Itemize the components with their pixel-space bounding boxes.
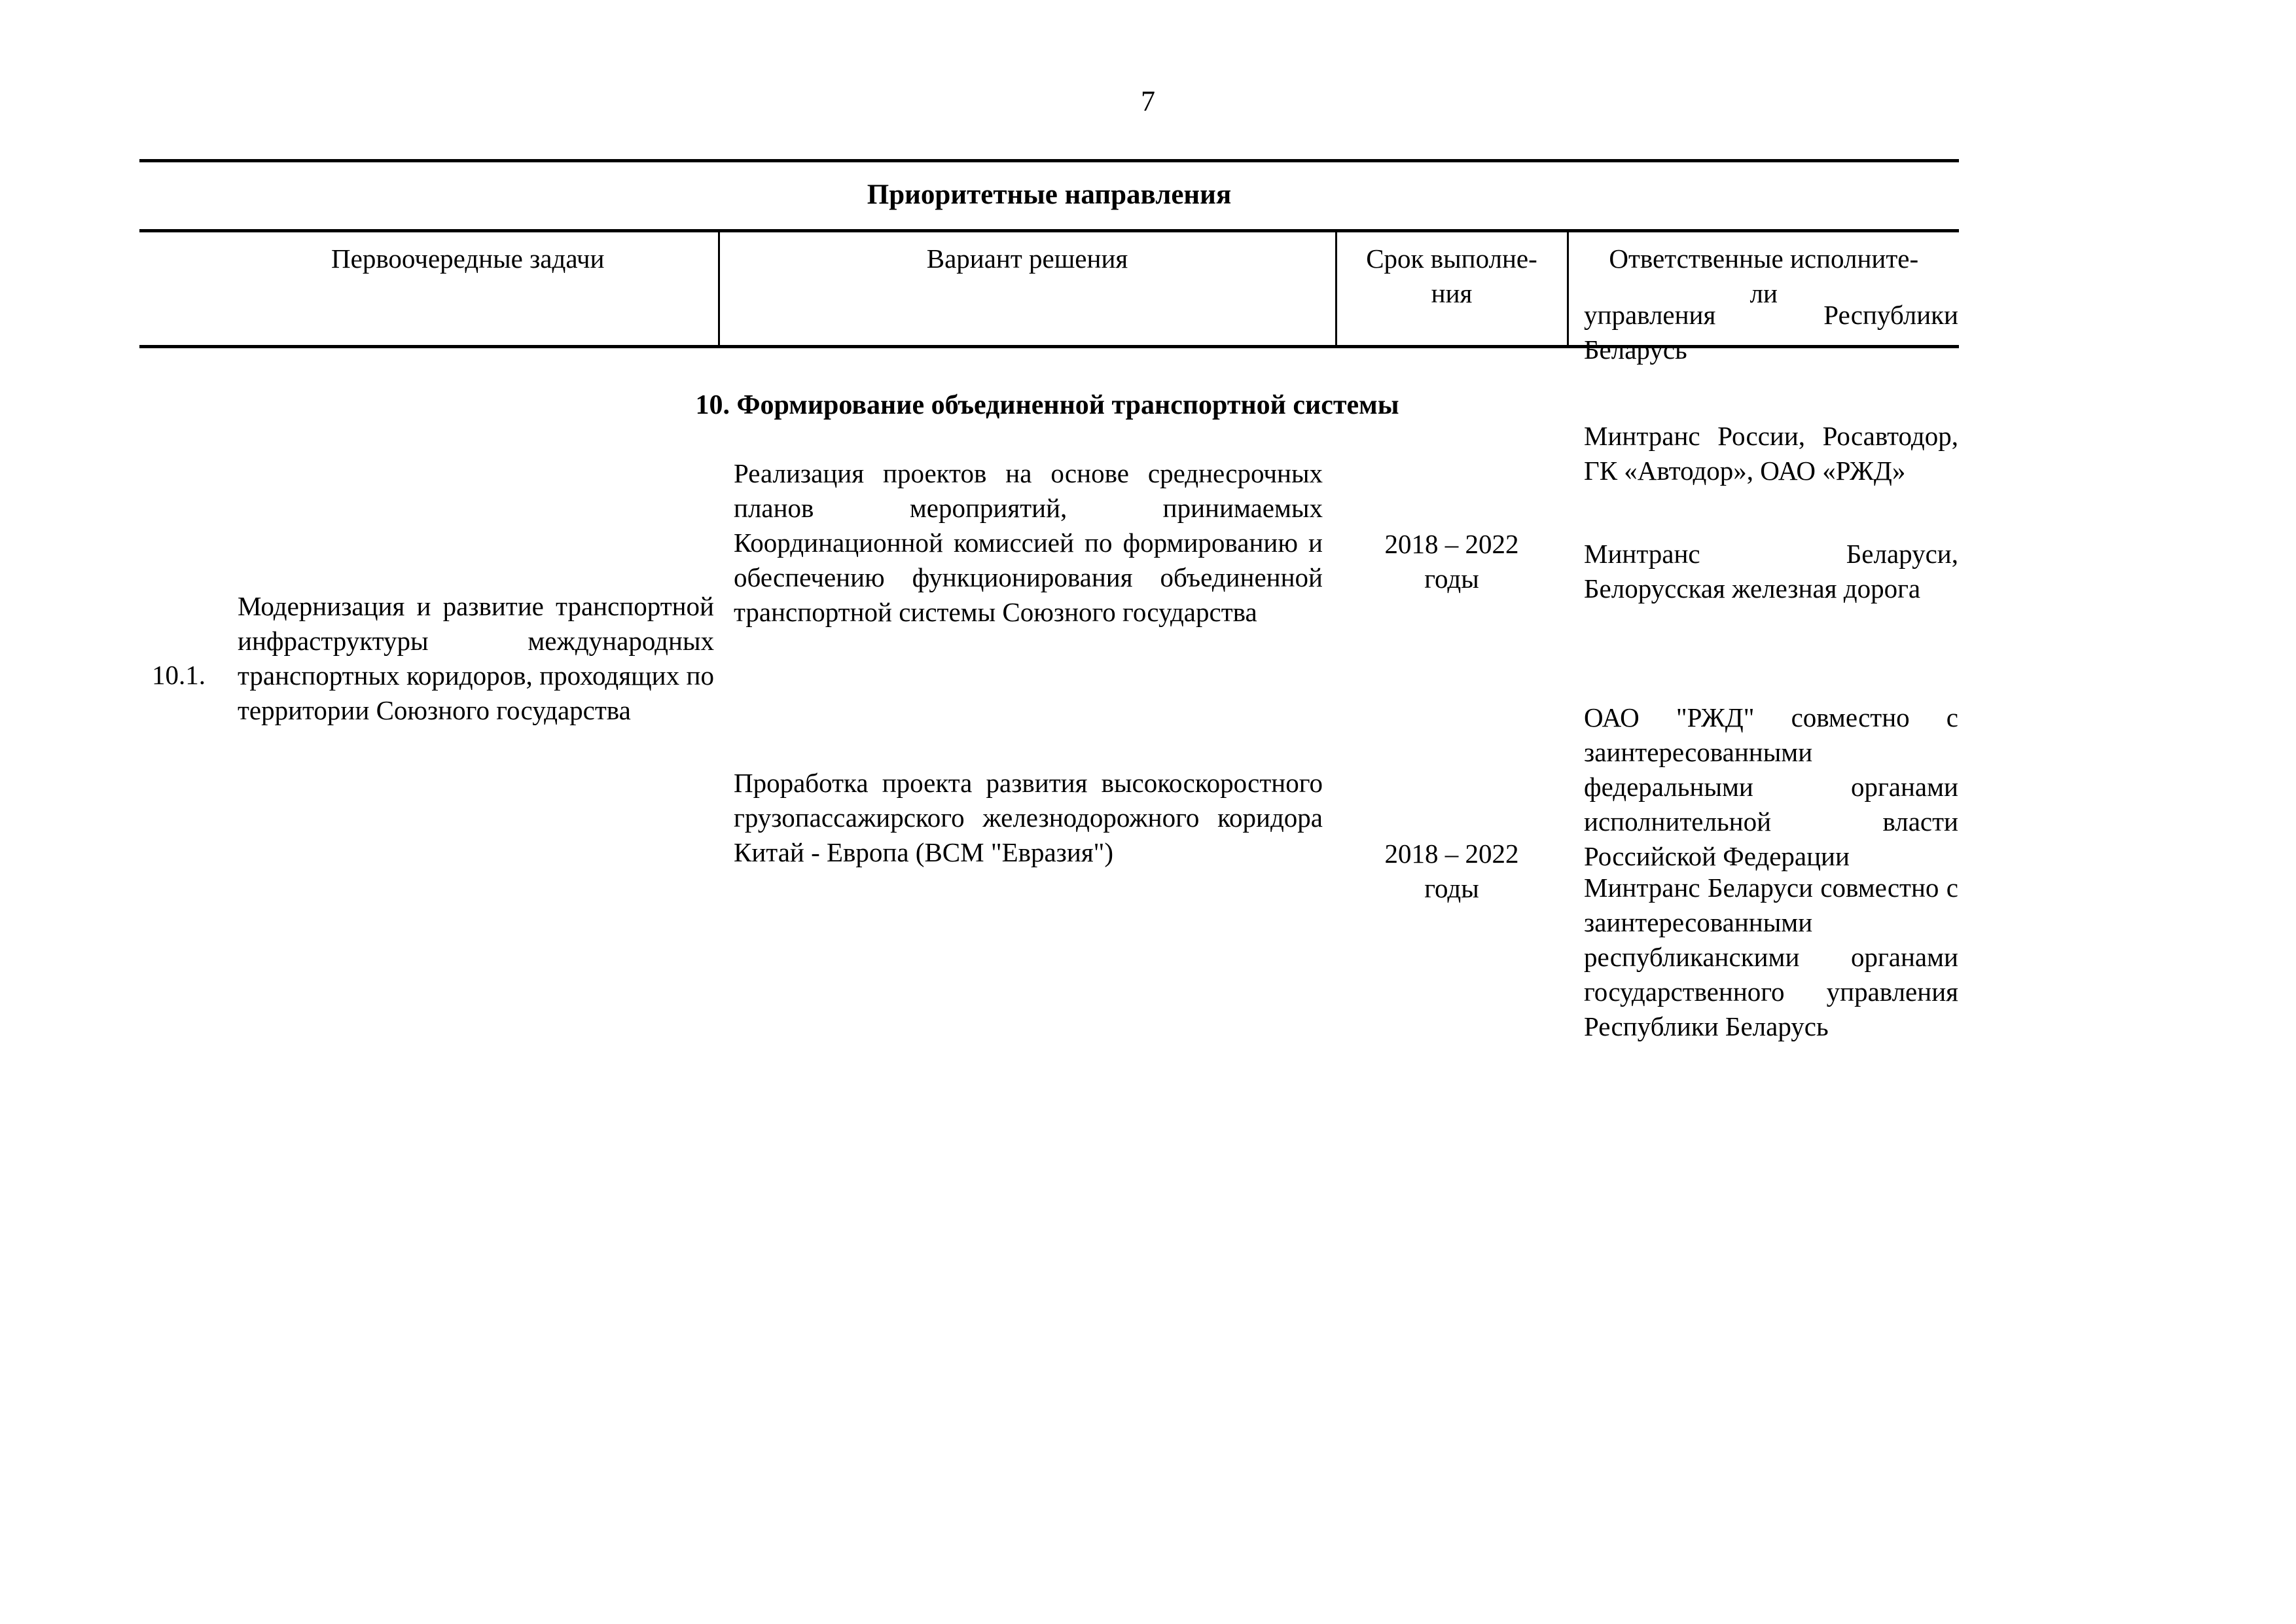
executor-cell-10-1-1-a: Минтранс России, Росавтодор, ГК «Автодор», ОАО «РЖД» — [1584, 421, 1958, 486]
executor-continuation-previous-page: управления Республики Беларусь — [1584, 300, 1958, 365]
executor-cell-10-1-2-a: ОАО "РЖД" совместно с заинтересованными федеральными органами исполнительной власти Российской Федерации — [1584, 702, 1958, 871]
table-banner-row — [139, 161, 1959, 231]
executor-cell-10-1-2-b: Минтранс Беларуси совместно с заинтересованными республиканскими органами государственного управления Республики Беларусь — [1584, 873, 1958, 1041]
solution-cell-10-1-1: Реализация проектов на основе среднесрочных планов мероприятий, принимаемых Координационной комиссией по формированию и обеспечению функционирования объединенной транспортной системы Союзного государства — [734, 458, 1323, 627]
page-number: 7 — [1141, 85, 1155, 117]
column-header-number — [139, 231, 218, 347]
section-heading: 10. Формирование объединенной транспортной системы — [695, 390, 1399, 420]
column-header-tasks: Первоочередные задачи — [218, 231, 719, 347]
column-header-solution: Вариант решения — [719, 231, 1336, 347]
column-header-term-line1: Срок выполне- — [1366, 244, 1537, 274]
term-line1: 2018 – 2022 — [1384, 529, 1519, 559]
term-line2: годы — [1424, 564, 1479, 594]
task-cell-10-1: Модернизация и развитие транспортной инфраструктуры международных транспортных коридоров, проходящих по территории Союзного государства — [238, 591, 714, 725]
solution-cell-10-1-2: Проработка проекта развития высокоскоростного грузопассажирского железнодорожного коридора Китай - Европа (ВСМ "Евразия") — [734, 768, 1323, 867]
term-line2: годы — [1424, 873, 1479, 903]
executor-cell-10-1-1-b: Минтранс Беларуси, Белорусская железная дорога — [1584, 539, 1958, 604]
column-header-executors-line2: ли — [1749, 278, 1778, 308]
term-line1: 2018 – 2022 — [1384, 839, 1519, 869]
column-header-term-line2: ния — [1431, 278, 1473, 308]
row-number-10-1: 10.1. — [152, 660, 206, 690]
column-header-executors-line1: Ответственные исполните- — [1609, 244, 1919, 274]
column-header-term — [1336, 231, 1568, 347]
table-banner-title: Приоритетные направления — [139, 161, 1959, 231]
term-cell-10-1-2 — [1342, 837, 1562, 906]
term-cell-10-1-1 — [1342, 527, 1562, 596]
